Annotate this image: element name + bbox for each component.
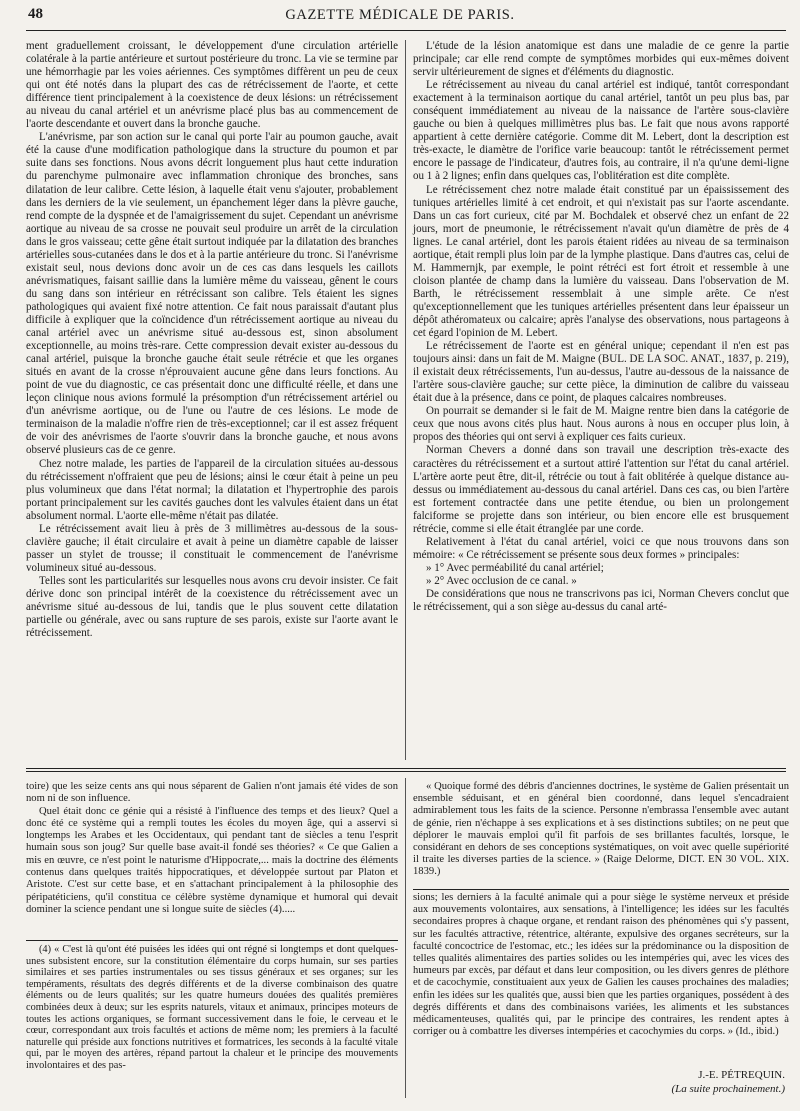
feuilleton-column-divider [405, 778, 406, 1098]
paragraph: Chez notre malade, les parties de l'appareil de la circulation situées au-dessous du rétrécissement n'offraient que peu de lésions; ainsi le cœur était à peine un peu plus volumineux que dans l'état normal; la dilatation et l'hypertrophie des parois portant principalement sur les cavités gauches dont les valvules étaient dans un état absolument normal. L'aorte elle-même n'était pas dilatée. [26, 457, 398, 522]
paragraph: Le rétrécissement de l'aorte est en général unique; cependant il n'en est pas toujours ainsi: dans un fait de M. Maigne (BUL. DE LA SOC. ANAT., 1837, p. 219), il existait deux rétrécissements, l'un au-dessus, l'autre au-dessous de la naissance de l'artère sous-clavière gauche; sur cette pièce, la diminution de calibre du vaisseau était due à la présence, dans ce point, de plaques calcaires nombreuses. [413, 340, 789, 405]
feuilleton-right-quote [413, 781, 789, 889]
paragraph: Norman Chevers a donné dans son travail une description très-exacte des caractères du rétrécissement et a surtout attiré l'attention sur l'état du canal artériel. L'artère aorte peut être, dit-il, rétrécie ou tout à fait oblitérée à quelque distance au-dessus ou immédiatement au-dessous du canal artériel. Dans ces cas, ou bien l'artère est fortement contractée dans une petite étendue, ou bien un prolongement falciforme se projette dans son intérieur, ou bien encore elle est brusquement rétrécie, comme si elle était étranglée par une corde. [413, 444, 789, 535]
article-left-column [26, 40, 398, 758]
quote-rule [413, 889, 789, 890]
paragraph: Telles sont les particularités sur lesquelles nous avons cru devoir insister. Ce fait dérive donc son principal intérêt de la coexistence du rétrécissement avec un anévrisme situé au-dessous de lui, tandis que le plus souvent cette dilatation partielle ou générale, avec ou sans rupture de ses parois, existe sur l'aorte avant le rétrécissement. [26, 574, 398, 640]
paragraph: Le rétrécissement chez notre malade était constitué par un épaississement des tuniques artérielles limité à cet endroit, et qui n'existait pas sur l'aorte ascendante. Dans un cas fort curieux, cité par M. Bochdalek et observé chez un enfant de 22 jours, mort de pneumonie, le rétrécissement n'avait qu'un diamètre de près de 4 lignes. Le canal artériel, dont les parois étaient ridées au niveau de sa terminaison aortique, était rempli plus loin par de la lymphe plastique. Dans d'autres cas, celui de M. Hammernjk, par exemple, le point rétréci est fort étroit et ressemble à une cloison plantée de champ dans la lumière du vaisseau. Dans l'observation de M. Barth, le rétrécissement ressemblait à une simple arête. Ce n'est qu'exceptionnellement que les tuniques artérielles présentent dans leur épaisseur un dépôt athéromateux ou calcaire; après l'analyse des observations, nous partageons à cet égard l'opinion de M. Lebert. [413, 183, 789, 340]
paragraph: Le rétrécissement avait lieu à près de 3 millimètres au-dessous de la sous-clavière gauche; il était circulaire et avait à peine un diamètre capable de laisser passer un stylet de trousse; il constituait le commencement de l'anévrisme volumineux situé au-dessous. [26, 522, 398, 574]
paragraph: ment graduellement croissant, le développement d'une circulation artérielle colatérale à la partie antérieure et surtout postérieure du tronc. La vie se termine par une hémorrhagie par les voies aériennes. Ces symptômes diffèrent un peu de ceux qui ont été notés dans la plupart des cas de rétrécissement de l'aorte, et cette différence tient principalement à la coexistence de deux lésions: un rétrécissement au niveau du canal artériel et un anévrisme placé plus bas au commencement de l'aorte descendante et ouvert dans la bronche gauche. [26, 40, 398, 131]
paragraph: L'étude de la lésion anatomique est dans une maladie de ce genre la partie principale; car elle rend compte de symptômes morbides qui eux-mêmes doivent servir ultérieurement de signes et d'éléments du diagnostic. [413, 40, 789, 79]
feuilleton-rule-bottom [26, 771, 786, 772]
paragraph: Le rétrécissement au niveau du canal artériel est indiqué, tantôt correspondant exactement à la terminaison aortique du canal artériel, tantôt un peu plus bas, par conséquent immédiatement au niveau de la naissance de l'artère sous-clavière gauche ou bien à quelques millimètres plus bas. Le fait que nous avons rapporté appartient à cette dernière catégorie. Comme dit M. Lebert, dont la description est très-exacte, le diamètre de l'orifice varie beaucoup: tantôt le rétrécissement permet encore le passage de l'indicateur, d'autres fois, au contraire, il n'a qu'une demi-ligne ou 1 à 2 lignes; enfin dans quelques cas, l'oblitération est dite complète. [413, 79, 789, 183]
page-number: 48 [28, 6, 43, 22]
footnote: (4) « C'est là qu'ont été puisées les idées qui ont régné si longtemps et dont quelques-unes subsistent encore, sur la constitution élémentaire du corps humain, sur ses parties similaires et ses parties instrumentales ou ses tissus généraux et ses organes; sur les tempéraments, résultats des degrés différents et de la diverse combinaison des quatre éléments ou de leurs qualités; sur les quatre humeurs douées des qualités premières combinées deux à deux; sur les esprits naturels, vitaux et animaux, principes moteurs de toutes les actions organiques, se formant successivement dans le foie, le cerveau et le cœur, correspondant aux trois facultés et actions de même nom; les premiers à la faculté naturelle qui préside aux fonctions nutritives et formatrices, les seconds à la faculté vitale qui, par le moyen des artères, répand partout la chaleur et le principe des mouvements involontaires et des pas- [26, 944, 398, 1071]
header-rule [26, 30, 786, 31]
paragraph: toire) que les seize cents ans qui nous séparent de Galien n'ont jamais été vides de son nom ni de son influence. [26, 781, 398, 805]
footnote-right [413, 892, 789, 1072]
paragraph: Quel était donc ce génie qui a résisté à l'influence des temps et des lieux? Quel a donc été ce système qui a rempli toutes les écoles du moyen âge, qui a asservi si longtemps les Arabes et les Occidentaux, qui pendant tant de siècles a tenu l'esprit humain sous son joug? Sur quelle base avait-il fondé ses théories? « Ce que Galien a mis en œuvre, ce n'est point le naturisme d'Hippocrate,... mais la doctrine des éléments contenus dans quelques traités hippocratiques, et développée surtout par Platon et Aristote. C'est sur cette base, et en s'attachant principalement à la philosophie des péripatéticiens, qu'il constitua ce célèbre système dynamique et humoral qui devait dominer la science pendant une si longue suite de siècles (4)..... [26, 805, 398, 915]
paragraph: On pourrait se demander si le fait de M. Maigne rentre bien dans la catégorie de ceux que nous avons cités plus haut. Nous aurons à nous en occuper plus loin, à propos des théories qui ont servi à expliquer ces faits curieux. [413, 405, 789, 444]
footnote-continued: sions; les derniers à la faculté animale qui a pour siège le système nerveux et préside aux mouvements volontaires, aux sensations, à l'intelligence; les idées sur les facultés secondaires propres à chaque organe, et rendant raison des phénomènes qui s'y passent, sur les facultés attractive, rétentrice, altérante, expulsive des organes secréteurs, sur la faculté concoctrice de l'estomac, etc.; les idées sur la prédominance ou la disposition de telles qualités alimentaires des parties solides ou les intempéries qui, avec les vices des humeurs par excès, par défaut et dans leur composition, ou les divers genres de pléthore et de cacochymie, constituaient aux yeux de Galien les causes prochaines des maladies; enfin les idées sur les qualités que, aussi bien que les parties organiques, possédent à des degrés différents et dans des combinaisons variées, les aliments et les substances médicamenteuses, qualités qui, par le principe des contraires, les rendent aptes à corriger ou à combattre les diverses intempéries et cacochymies du corps. » (Id., ibid.) [413, 892, 789, 1038]
paragraph: » 1° Avec perméabilité du canal artériel; [426, 561, 604, 574]
author-name: J.-E. PÉTREQUIN. [698, 1069, 785, 1081]
article-right-column [413, 40, 789, 758]
paragraph: Relativement à l'état du canal artériel, voici ce que nous trouvons dans son mémoire: « Ce rétrécissement se présente sous deux formes » principales: [413, 535, 789, 561]
paragraph: » 2° Avec occlusion de ce canal. » [426, 574, 577, 587]
journal-title: GAZETTE MÉDICALE DE PARIS. [285, 7, 515, 23]
quotation: « Quoique formé des débris d'anciennes doctrines, le système de Galien présentait un ensemble séduisant, et en général bien coordonné, dans lequel s'encadraient admirablement tous les faits de la science. Personne n'embrassa l'ensemble avec autant de génie, rien n'échappe à ses explications et à ses distinctions subtiles; on ne peut que déplorer le mauvais emploi qu'il fit parfois de ses brillantes facultés, lorsque, le considérant en dehors de ses conceptions systématiques, on voit avec quelle supériorité il traite les diverses parties de la science. » (Raige Delorme, DICT. EN 30 VOL. XIX. 1839.) [413, 781, 789, 878]
signature-block [600, 1068, 785, 1096]
paragraph: L'anévrisme, par son action sur le canal qui porte l'air au poumon gauche, avait été la cause d'une modification pathologique dans la structure du poumon et par suite dans ses fonctions. Nous avons décrit longuement plus haut cette induration du parenchyme pulmonaire avec inflammation chronique des bronches, sans dilatation de leur calibre. Cette lésion, à laquelle était venu s'ajouter, probablement dans les derniers de la vie seulement, un épanchement léger dans la plèvre gauche, rend compte de la dyspnée et de l'amaigrissement du sujet. Cependant un anévrisme aortique au niveau de sa crosse ne pouvait seul produire un arrêt de la circulation dans le gros vaisseau; cette gêne était surtout indiquée par la dilatation des branches artérielles sous-cutanées dans le dos et à la partie antérieure du tronc. Si l'anévrisme existait seul, nous devions donc avoir un de ces cas dans lesquels les caillots anévrismatiques, faisant saillie dans la lumière même du vaisseau, gênent le cours du sang dans son intérieur en rétrécissant son calibre. Tels étaient les signes pathologiques qui avaient fixé notre attention. Ce fait nous paraissait d'autant plus difficile à expliquer que la coïncidence d'un rétrécissement aortique au niveau du canal artériel avec un anévrisme situé au-dessous est, sinon absolument exceptionnelle, au moins très-rare. Cette compression devait exister au-dessous du canal artériel, puisque la bronche gauche était seule rétrécie et que les organes situés en avant de la crosse n'éprouvaient aucune gêne dans leurs fonctions. Au point de vue du diagnostic, ce cas présentait donc une difficulté réelle, et dans une leçon clinique nous avions formulé la présomption d'un rétrécissement artériel ou d'un anévrisme aortique, ou de l'une ou l'autre de ces lésions. Le mode de terminaison de la maladie n'offre rien de très-exceptionnel; car il est assez fréquent de voir des anévrismes de l'aorte s'ouvrir dans la bronche gauche, et nous avons observé plusieurs cas de ce genre. [26, 131, 398, 457]
column-divider [405, 40, 406, 760]
footnote-rule [26, 940, 398, 941]
feuilleton-left-column [26, 781, 398, 937]
continuation-note: (La suite prochainement.) [671, 1083, 785, 1095]
footnote-left [26, 944, 398, 1071]
feuilleton-rule-top [26, 768, 786, 769]
paragraph: De considérations que nous ne transcrivons pas ici, Norman Chevers conclut que le rétrécissement, qui a son siège au-dessus du canal arté- [413, 587, 789, 614]
